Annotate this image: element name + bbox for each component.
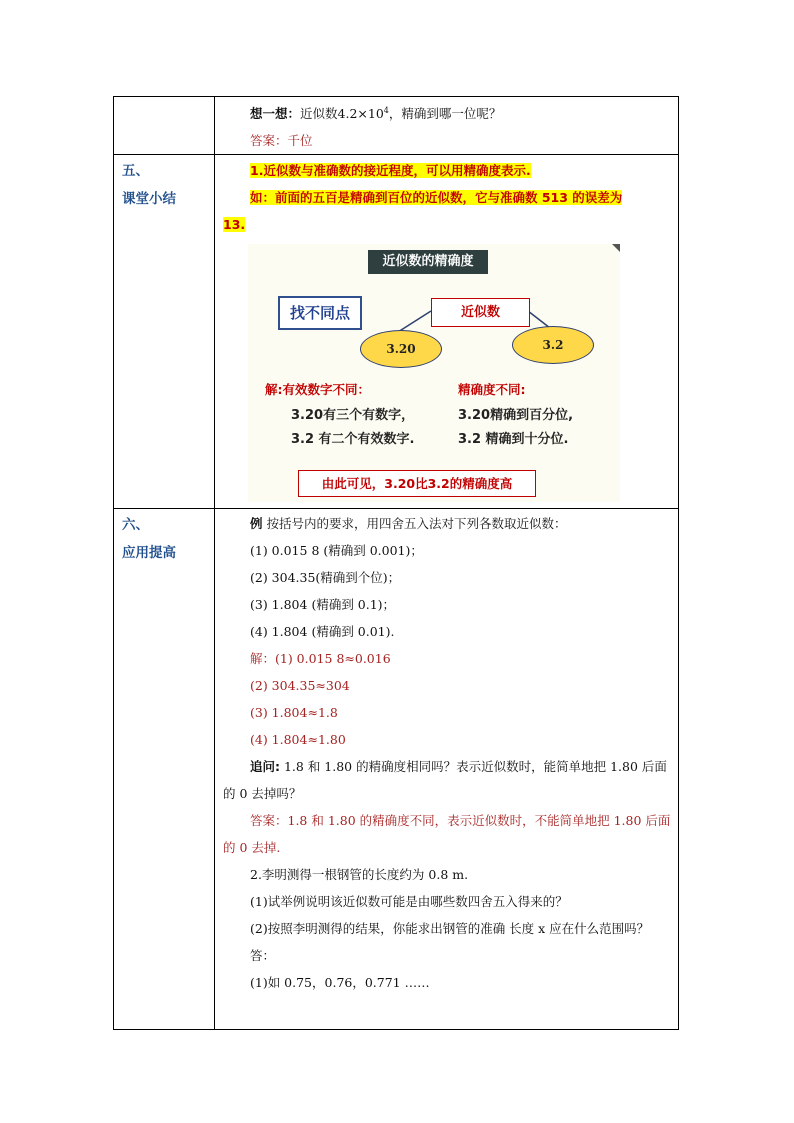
example-label: 例 [250,516,263,532]
precision-line-1: 3.20精确到百分位, [458,408,574,424]
think-tail: ，精确到哪一位呢？ [388,106,502,122]
slide-title: 近似数的精确度 [368,250,488,274]
solution-line: (3) 1.804≈1.8 [250,705,338,721]
think-exponent: 4 [383,106,389,115]
example-item: (3) 1.804 (精确到 0.1)； [250,597,396,613]
table-row [114,509,679,1030]
find-difference-box: 找不同点 [278,296,362,330]
conclusion-box: 由此可见，3.20比3.2的精确度高 [298,470,536,497]
followup-answer: 答案：1.8 和 1.80 的精确度不同，表示近似数时，不能简单地把 1.80 后面的 0 去掉. [223,813,671,856]
question-2: 2.李明测得一根钢管的长度约为 0.8 m. [250,867,469,883]
solution-line: (4) 1.804≈1.80 [250,732,346,748]
example-line [215,509,678,537]
example-item: (1) 0.015 8 (精确到 0.001)； [250,543,423,559]
value-ellipse-3-2: 3.2 [512,326,594,364]
think-answer: 答案：千位 [250,133,313,149]
lesson-table [113,96,679,1030]
followup-question [215,753,678,807]
solution-line: 解：(1) 0.015 8≈0.016 [250,651,391,667]
summary-text-3: 13. [223,217,246,233]
content-cell [215,97,679,155]
precision-label: 精确度不同: [458,382,526,398]
think-text: 近似数 [300,106,338,122]
sig-digits-line-1: 3.20有三个有数字， [291,408,415,424]
table-row [114,155,679,509]
sig-digits-line-2: 3.2 有二个有效数字. [291,432,415,448]
precision-slide [248,244,620,502]
example-item: (4) 1.804 (精确到 0.01). [250,624,395,640]
followup-text: 1.8 和 1.80 的精确度相同吗？表示近似数时，能简单地把 1.80 后面的 0 去掉吗？ [223,759,667,802]
table-row [114,97,679,155]
question-2-part-1: (1)试举例说明该近似数可能是由哪些数四舍五入得来的？ [250,894,568,910]
answer-label: 答： [250,948,276,964]
solution-line: (2) 304.35≈304 [250,678,350,694]
think-line [215,97,678,127]
summary-line-3 [215,211,678,238]
question-2-part-2: (2)按照李明测得的结果，你能求出钢管的准确 长度 x 应在什么范围吗？ [250,921,650,937]
section-cell [114,509,215,1030]
sig-digits-label: 解:有效数字不同： [265,382,370,398]
summary-line-1 [215,155,678,184]
section-cell [114,97,215,155]
connector-lines [248,244,620,502]
section-title: 应用提高 [122,545,176,562]
example-item: (2) 304.35(精确到个位)； [250,570,401,586]
section-title: 课堂小结 [122,191,176,208]
summary-line-2 [215,184,678,211]
precision-line-2: 3.2 精确到十分位. [458,432,569,448]
example-text: 按括号内的要求，用四舍五入法对下列各数取近似数： [262,516,567,532]
think-number: 4.2×10 [337,106,384,122]
approx-number-box: 近似数 [431,298,530,327]
section-cell [114,155,215,509]
value-ellipse-3-20: 3.20 [360,330,442,368]
summary-text-2: 如：前面的五百是精确到百位的近似数，它与准确数 513 的误差为 [250,190,623,206]
content-cell [215,509,679,1030]
summary-text-1: 1.近似数与准确数的接近程度，可以用精确度表示. [250,163,531,179]
section-number: 六、 [122,517,149,534]
followup-label: 追问: [250,759,280,775]
answer-part-1: (1)如 0.75，0.76，0.771 …… [250,975,430,991]
content-cell [215,155,679,509]
think-label: 想一想： [250,106,301,122]
section-number: 五、 [122,163,149,180]
